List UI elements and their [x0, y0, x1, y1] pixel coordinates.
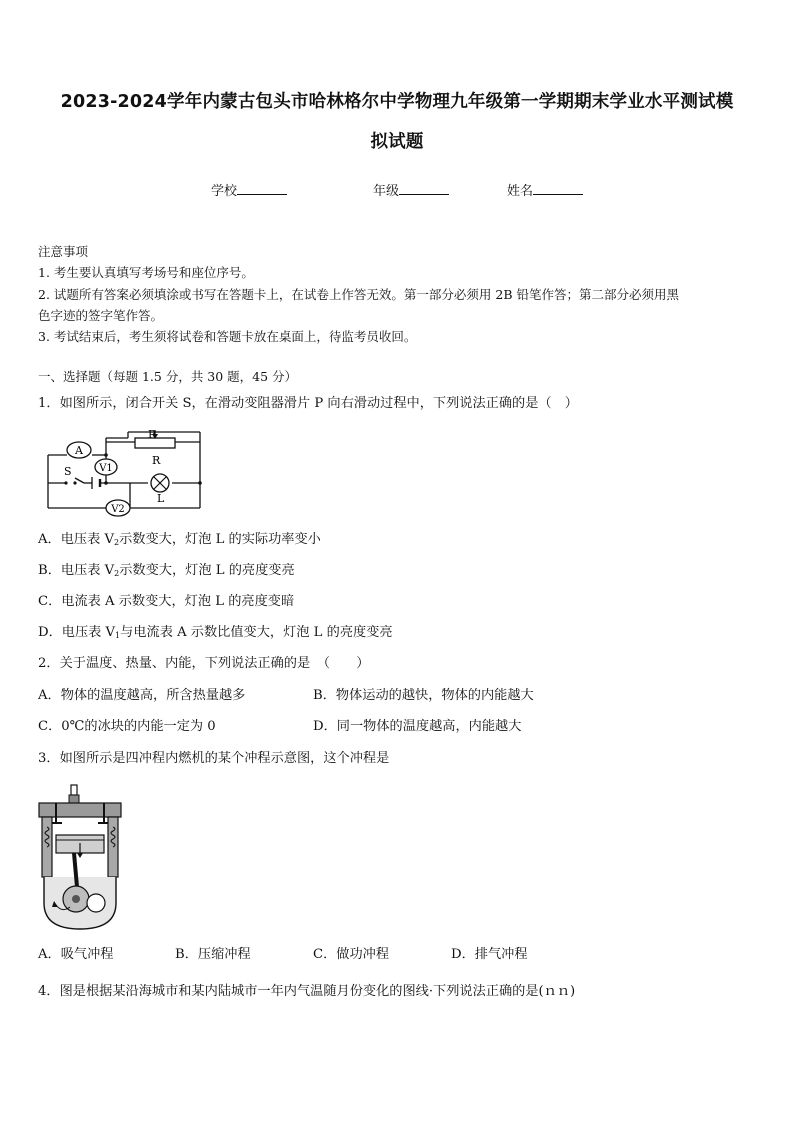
ammeter-label: A: [75, 444, 83, 457]
q2-option-d[interactable]: D．同一物体的温度越高，内能越大: [313, 719, 522, 734]
q3-option-d[interactable]: D．排气冲程: [451, 947, 528, 962]
junction-dot: [104, 481, 108, 485]
q2-option-b[interactable]: B．物体运动的越快，物体的内能越大: [313, 688, 534, 703]
q3-option-c[interactable]: C．做功冲程: [313, 947, 390, 962]
q1-option-a[interactable]: A．电压表 $V_2$示数变大，灯泡 L 的实际功率变小: [38, 532, 321, 547]
grade-field[interactable]: [373, 180, 449, 199]
slider-label-p: P: [148, 428, 156, 441]
q3-option-a[interactable]: A．吸气冲程: [38, 947, 114, 962]
junction-dot: [104, 453, 108, 457]
grade-label: 年级: [373, 184, 400, 199]
school-field[interactable]: [211, 180, 287, 199]
switch-label-s: S: [64, 465, 72, 478]
grade-blank[interactable]: [399, 182, 449, 195]
switch-contact: [73, 481, 76, 484]
q1-option-b[interactable]: B．电压表 $V_2$示数变大，灯泡 L 的亮度变亮: [38, 563, 295, 578]
question-3-stem: 3．如图所示是四冲程内燃机的某个冲程示意图，这个冲程是: [38, 751, 390, 766]
q2-option-c[interactable]: C．0℃的冰块的内能一定为 0: [38, 719, 216, 734]
notice-item-3: 3. 考试结束后，考生须将试卷和答题卡放在桌面上，待监考员收回。: [38, 329, 417, 344]
exam-title-line1: 2023-2024学年内蒙古包头市哈林格尔中学物理九年级第一学期期末学业水平测试模: [60, 92, 734, 112]
notice-item-2-cont: 色字迹的签字笔作答。: [38, 308, 164, 323]
name-label: 姓名: [507, 184, 534, 199]
notice-heading: 注意事项: [38, 244, 89, 259]
school-label: 学校: [211, 184, 238, 199]
school-blank[interactable]: [237, 182, 287, 195]
switch-contact: [64, 481, 67, 484]
circuit-diagram: [40, 428, 210, 520]
q1-option-d[interactable]: D．电压表 $V_1$与电流表 A 示数比值变大，灯泡 L 的亮度变亮: [38, 625, 393, 640]
name-blank[interactable]: [533, 182, 583, 195]
name-field[interactable]: [507, 180, 583, 199]
q2-option-a[interactable]: A．物体的温度越高，所含热量越多: [38, 688, 246, 703]
section-heading: 一、选择题（每题 1.5 分，共 30 题，45 分）: [38, 369, 298, 384]
lamp-label-l: L: [157, 492, 165, 505]
notice-item-1: 1. 考生要认真填写考场号和座位序号。: [38, 265, 254, 280]
question-4-stem: 4．图是根据某沿海城市和某内陆城市一年内气温随月份变化的图线·下列说法正确的是(ｎｎ): [38, 984, 576, 999]
exam-title-line2: 拟试题: [370, 132, 424, 152]
engine-diagram: [36, 783, 126, 933]
voltmeter-v1-label: V1: [99, 463, 113, 474]
notice-item-2: 2. 试题所有答案必须填涂或书写在答题卡上，在试卷上作答无效。第一部分必须用 2B 铅笔作答；第二部分必须用黑: [38, 287, 679, 302]
resistor-label-r: R: [152, 454, 161, 467]
q3-option-b[interactable]: B．压缩冲程: [175, 947, 251, 962]
question-2-stem: 2．关于温度、热量、内能，下列说法正确的是 （ ）: [38, 656, 370, 671]
q1-option-c[interactable]: C．电流表 A 示数变大，灯泡 L 的亮度变暗: [38, 594, 295, 609]
voltmeter-v2-label: V2: [111, 504, 125, 515]
junction-dot: [198, 481, 202, 485]
question-1-stem: 1．如图所示，闭合开关 S，在滑动变阻器滑片 P 向右滑动过程中，下列说法正确的是（ ）: [38, 396, 578, 411]
